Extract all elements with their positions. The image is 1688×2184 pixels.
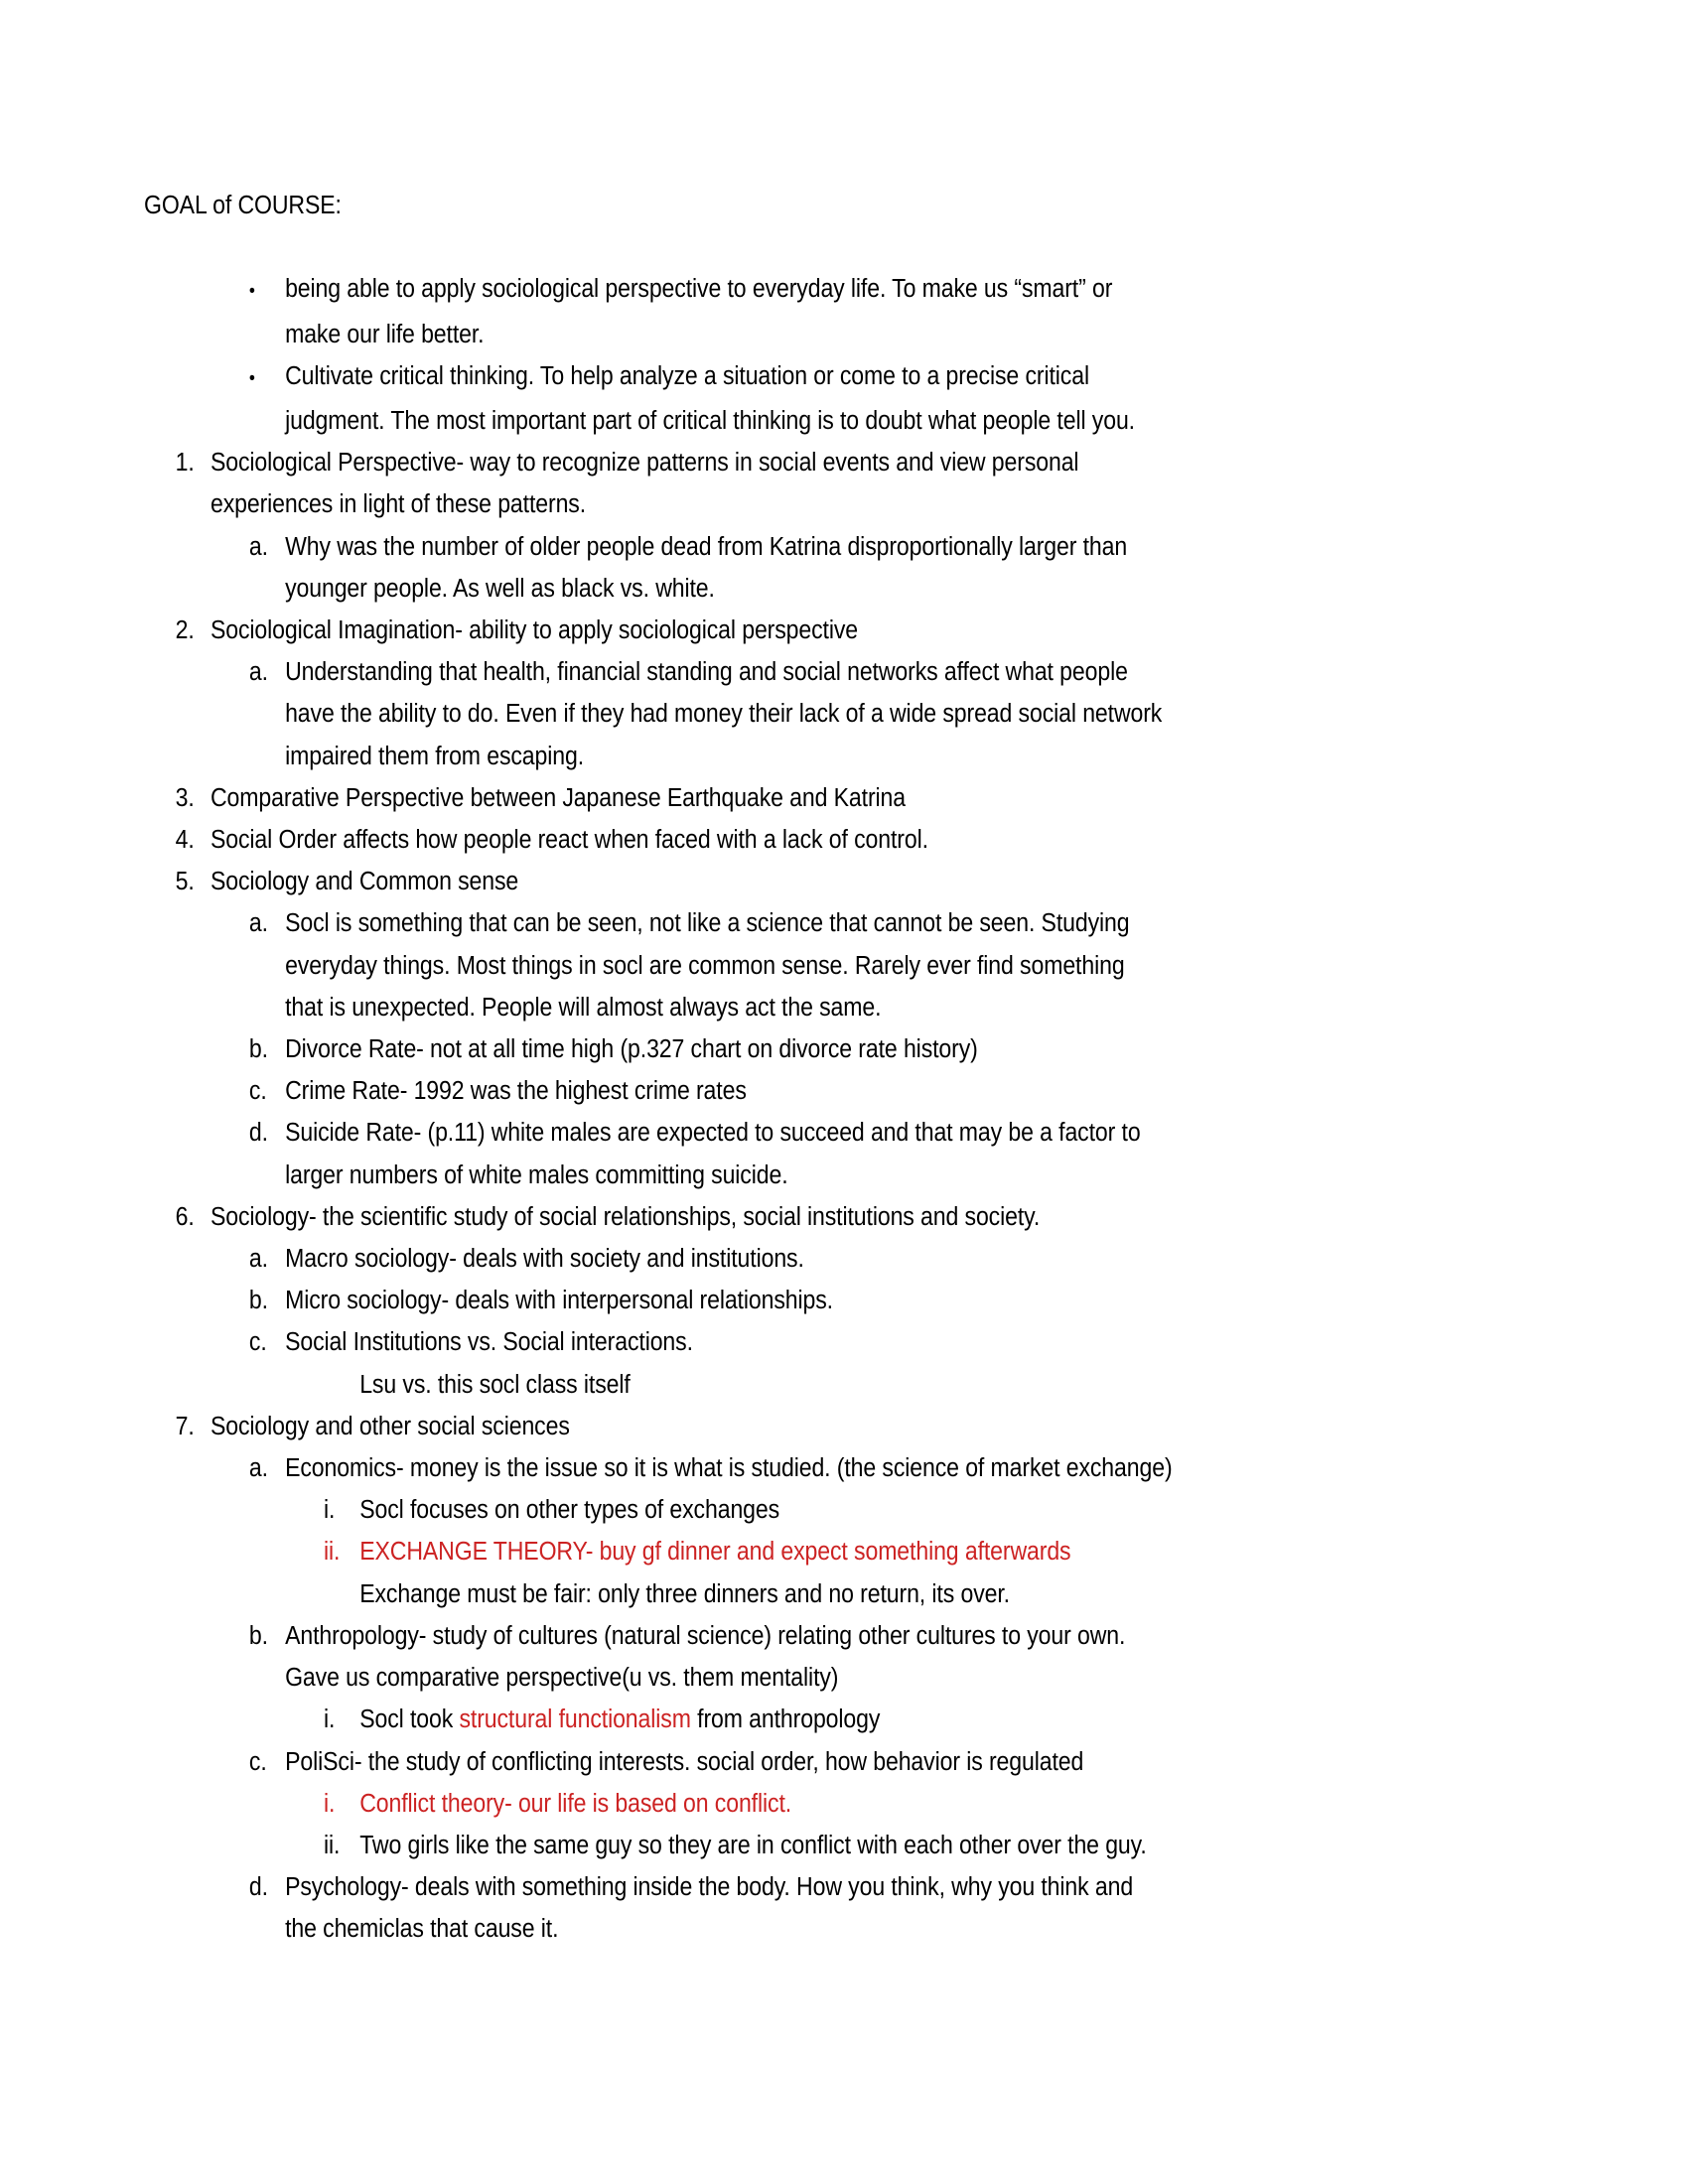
alpha-item-text: Why was the number of older people dead from Katrina disproportionally larger than <box>285 532 1128 561</box>
page-title: GOAL of COURSE: <box>144 192 342 219</box>
list-marker: a. <box>248 532 268 561</box>
alpha-item-text: Divorce Rate- not at all time high (p.327 chart on divorce rate history) <box>285 1035 978 1064</box>
list-marker: 3. <box>175 783 195 812</box>
alpha-item <box>249 1321 1304 1363</box>
list-marker: 1. <box>175 449 195 478</box>
list-marker: d. <box>248 1119 268 1148</box>
alpha-item-wrap: younger people. As well as black vs. white. <box>285 574 715 603</box>
list-marker: a. <box>248 658 268 687</box>
list-marker: 2. <box>175 616 195 645</box>
list-marker: c. <box>248 1077 267 1106</box>
list-marker: ii. <box>324 1831 341 1859</box>
indented-note: Lsu vs. this socl class itself <box>359 1370 631 1399</box>
alpha-item-text: Social Institutions vs. Social interactions. <box>285 1328 693 1357</box>
alpha-item <box>249 1028 1304 1070</box>
list-marker: a. <box>248 1454 268 1483</box>
alpha-item <box>249 1615 1304 1657</box>
list-marker: i. <box>324 1706 336 1734</box>
roman-item <box>324 1825 1303 1866</box>
title-spacer <box>144 226 1303 268</box>
alpha-item-wrap: impaired them from escaping. <box>285 742 585 770</box>
numbered-item <box>176 442 1304 483</box>
alpha-item <box>249 1070 1304 1112</box>
list-marker: d. <box>248 1873 268 1902</box>
numbered-item <box>176 777 1304 819</box>
numbered-item-text: Sociology- the scientific study of social relationships, social institutions and society. <box>210 1202 1041 1231</box>
list-marker: 7. <box>175 1412 195 1440</box>
numbered-item-text: Sociology and Common sense <box>210 868 519 896</box>
list-marker: c. <box>248 1747 267 1776</box>
numbered-item <box>176 610 1304 651</box>
list-item <box>249 355 1304 400</box>
list-item-wrap: judgment. The most important part of critical thinking is to doubt what people tell you. <box>285 407 1135 435</box>
alpha-item-wrap: Gave us comparative perspective(u vs. them mentality) <box>285 1664 839 1693</box>
alpha-item <box>249 1741 1304 1783</box>
roman-text-part: from anthropology <box>690 1706 881 1734</box>
numbered-item-text: Sociology and other social sciences <box>210 1412 570 1440</box>
numbered-item <box>176 861 1304 902</box>
list-marker: i. <box>324 1496 336 1525</box>
roman-item-text <box>359 1699 1303 1740</box>
list-marker: b. <box>248 1621 268 1650</box>
roman-item-text: Two girls like the same guy so they are in conflict with each other over the guy. <box>359 1831 1147 1859</box>
list-marker: 4. <box>175 826 195 855</box>
alpha-item <box>249 1866 1304 1908</box>
list-marker: 5. <box>175 868 195 896</box>
list-item-text: Cultivate critical thinking. To help analyze a situation or come to a precise critical <box>285 361 1089 390</box>
roman-item-continuation: Exchange must be fair: only three dinners and no return, its over. <box>359 1579 1010 1608</box>
roman-item-text: EXCHANGE THEORY- buy gf dinner and expect something afterwards <box>359 1538 1071 1567</box>
roman-item-text: Socl focuses on other types of exchanges <box>359 1496 780 1525</box>
numbered-item-text: Social Order affects how people react when faced with a lack of control. <box>210 826 928 855</box>
list-marker: c. <box>248 1328 267 1357</box>
roman-item <box>324 1489 1303 1531</box>
numbered-item <box>176 1196 1304 1238</box>
list-marker: ii. <box>324 1538 341 1567</box>
alpha-item-text: Micro sociology- deals with interpersonal relationships. <box>285 1287 833 1315</box>
list-marker: a. <box>248 909 268 938</box>
roman-text-part: Socl took <box>359 1706 460 1734</box>
numbered-item-text: Comparative Perspective between Japanese Earthquake and Katrina <box>210 783 907 812</box>
document-body <box>144 185 1303 1951</box>
alpha-item <box>249 651 1304 693</box>
alpha-item-text: Crime Rate- 1992 was the highest crime rates <box>285 1077 747 1106</box>
list-marker: a. <box>248 1245 268 1274</box>
alpha-item-text: Socl is something that can be seen, not like a science that cannot be seen. Studying <box>285 909 1130 938</box>
alpha-item <box>249 526 1304 568</box>
bullet-icon: • <box>248 281 255 303</box>
alpha-item <box>249 1112 1304 1154</box>
alpha-item-text: Economics- money is the issue so it is what is studied. (the science of market exchange) <box>285 1454 1173 1483</box>
alpha-item-text: PoliSci- the study of conflicting interests. social order, how behavior is regulated <box>285 1747 1084 1776</box>
alpha-item-wrap: have the ability to do. Even if they had money their lack of a wide spread social network <box>285 700 1163 729</box>
roman-item <box>324 1783 1303 1825</box>
alpha-item-text: Macro sociology- deals with society and institutions. <box>285 1245 804 1274</box>
alpha-item-wrap: larger numbers of white males committing suicide. <box>285 1160 788 1189</box>
numbered-item-text: Sociological Perspective- way to recognize patterns in social events and view personal <box>210 449 1079 478</box>
alpha-item-text: Suicide Rate- (p.11) white males are expected to succeed and that may be a factor to <box>285 1119 1141 1148</box>
numbered-item <box>176 819 1304 861</box>
bullet-icon: • <box>248 367 255 389</box>
roman-text-highlight: structural functionalism <box>459 1706 691 1734</box>
alpha-item <box>249 1238 1304 1280</box>
numbered-item <box>176 1406 1304 1447</box>
alpha-item <box>249 902 1304 944</box>
list-item-wrap: make our life better. <box>285 320 485 348</box>
alpha-item-text: Understanding that health, financial standing and social networks affect what people <box>285 658 1128 687</box>
roman-item <box>324 1699 1303 1740</box>
alpha-item-wrap: everyday things. Most things in socl are common sense. Rarely ever find something <box>285 951 1125 980</box>
roman-item-text: Conflict theory- our life is based on conflict. <box>359 1789 792 1818</box>
list-marker: 6. <box>175 1202 195 1231</box>
numbered-item-text: Sociological Imagination- ability to apply sociological perspective <box>210 616 859 645</box>
alpha-item-text: Psychology- deals with something inside the body. How you think, why you think and <box>285 1873 1134 1902</box>
list-marker: b. <box>248 1035 268 1064</box>
alpha-item-wrap: the chemiclas that cause it. <box>285 1915 559 1944</box>
list-marker: i. <box>324 1789 336 1818</box>
list-item <box>249 268 1304 313</box>
alpha-item <box>249 1447 1304 1489</box>
alpha-item-text: Anthropology- study of cultures (natural science) relating other cultures to your own. <box>285 1621 1126 1650</box>
roman-item <box>324 1531 1303 1572</box>
list-marker: b. <box>248 1287 268 1315</box>
numbered-item-wrap: experiences in light of these patterns. <box>210 490 587 519</box>
alpha-item-wrap: that is unexpected. People will almost always act the same. <box>285 993 882 1022</box>
alpha-item <box>249 1280 1304 1321</box>
list-item-text: being able to apply sociological perspective to everyday life. To make us “smart” or <box>285 275 1113 304</box>
